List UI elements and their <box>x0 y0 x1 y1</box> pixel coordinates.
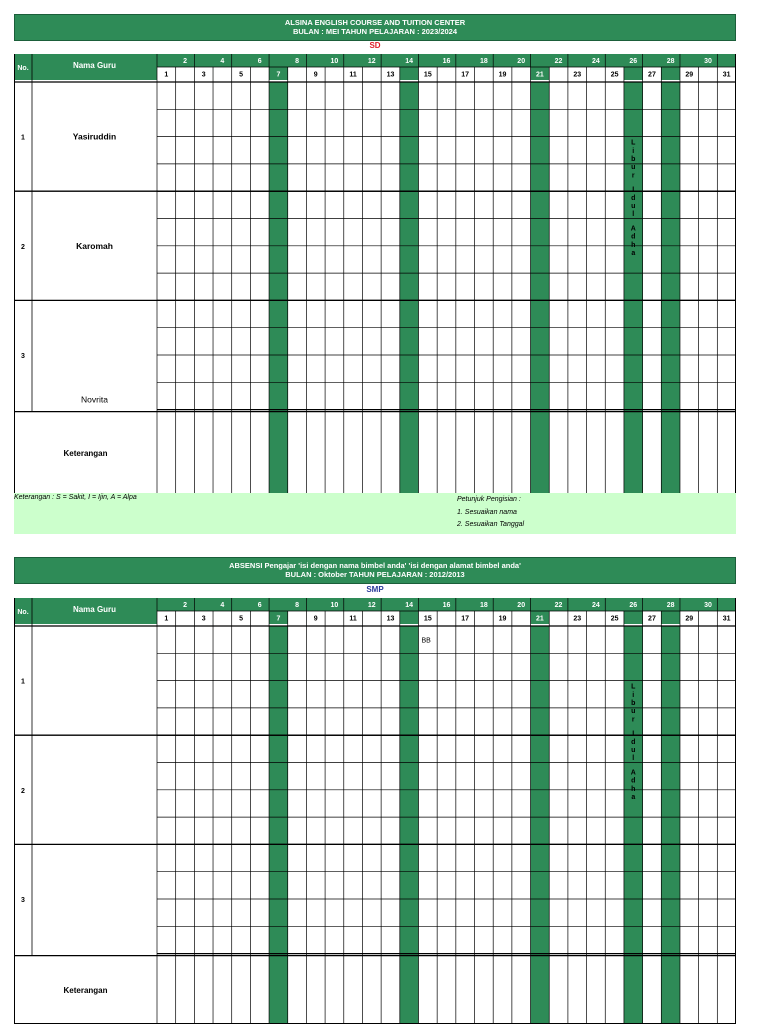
day-number-label: 31 <box>722 615 731 623</box>
day-number-label: 9 <box>313 71 318 79</box>
instruction-item: 1. Sesuaikan nama <box>457 508 517 516</box>
day-number-label: 12 <box>367 58 376 65</box>
day-number-label: 8 <box>295 58 300 65</box>
header-day-cell <box>325 611 344 624</box>
holiday-letter: d <box>631 194 636 202</box>
header-day-cell <box>362 611 381 624</box>
bottom-sheet-level: SMP <box>366 585 384 594</box>
day-number-label: 30 <box>704 602 712 609</box>
holiday-letter: i <box>632 691 635 699</box>
holiday-letter: L <box>631 683 636 691</box>
day-number-label: 17 <box>461 615 470 623</box>
teacher-name-column-header: Nama Guru <box>72 61 117 70</box>
weekend-column <box>269 82 288 494</box>
holiday-letter: i <box>632 147 635 155</box>
top-attendance-grid <box>14 54 736 494</box>
day-number-label: 30 <box>704 58 712 65</box>
bottom-sheet-banner <box>14 557 736 584</box>
top-sheet-period: BULAN : MEI TAHUN PELAJARAN : 2023/2024 <box>292 27 458 36</box>
holiday-letter: a <box>631 250 636 257</box>
holiday-letter: h <box>631 241 636 249</box>
holiday-letter: l <box>632 755 635 763</box>
day-number-label: 3 <box>201 71 206 79</box>
weekend-column <box>400 82 419 494</box>
header-day-cell <box>512 611 531 624</box>
holiday-letter: u <box>631 164 636 172</box>
day-number-label: 21 <box>535 615 544 623</box>
header-day-cell <box>475 611 494 624</box>
day-number-label: 3 <box>201 615 206 623</box>
header-day-cell <box>437 611 456 624</box>
header-day-cell <box>661 67 680 80</box>
day-number-label: 11 <box>349 71 357 79</box>
header-day-cell <box>699 67 718 80</box>
day-number-label: 7 <box>276 71 281 79</box>
keterangan-label: Keterangan <box>63 985 108 995</box>
teacher-number: 3 <box>21 353 25 360</box>
day-number-label: 13 <box>386 71 395 79</box>
day-number-label: 23 <box>573 71 582 79</box>
weekend-column <box>531 82 550 494</box>
day-number-label: 13 <box>386 615 395 623</box>
day-number-label: 15 <box>423 615 432 623</box>
attendance-mark: BB <box>421 637 431 645</box>
top-attendance-grid-svg <box>14 54 736 494</box>
header-day-cell <box>624 67 643 80</box>
no-column-header: No. <box>17 65 29 72</box>
day-number-label: 18 <box>479 602 488 609</box>
day-number-label: 2 <box>183 58 187 65</box>
top-sheet-banner <box>14 14 736 41</box>
day-number-label: 26 <box>629 58 638 65</box>
no-column-header: No. <box>17 609 29 616</box>
day-number-label: 20 <box>517 58 526 65</box>
teacher-number: 3 <box>21 897 25 904</box>
day-number-label: 27 <box>648 71 656 79</box>
day-number-label: 10 <box>330 58 339 65</box>
header-day-cell <box>400 611 419 624</box>
header-day-cell <box>661 611 680 624</box>
header-day-cell <box>699 611 718 624</box>
teacher-number: 2 <box>21 787 25 795</box>
day-number-label: 28 <box>666 602 675 609</box>
day-number-label: 16 <box>442 602 451 609</box>
day-number-label: 1 <box>164 615 169 623</box>
day-number-label: 1 <box>164 71 169 79</box>
teacher-name: Yasiruddin <box>72 131 117 142</box>
day-number-label: 7 <box>276 615 281 623</box>
instruction-item: 2. Sesuaikan Tanggal <box>457 521 525 528</box>
day-number-label: 19 <box>498 71 507 79</box>
header-day-cell <box>549 611 568 624</box>
day-number-label: 24 <box>592 602 600 609</box>
bottom-attendance-grid-svg <box>14 598 736 1024</box>
day-number-label: 4 <box>220 58 225 65</box>
teacher-name: Karomah <box>76 240 113 251</box>
header-day-cell <box>213 611 232 624</box>
keterangan-label: Keterangan <box>63 448 108 458</box>
day-number-label: 15 <box>423 71 432 79</box>
day-number-label: 14 <box>405 58 414 65</box>
day-number-label: 21 <box>535 71 544 79</box>
top-sheet-title: ALSINA ENGLISH COURSE AND TUITION CENTER <box>284 18 466 27</box>
header-day-cell <box>624 611 643 624</box>
weekend-column <box>661 626 680 1024</box>
day-number-label: 11 <box>349 615 357 623</box>
filling-instructions <box>457 494 524 532</box>
day-number-label: 10 <box>330 602 339 609</box>
teacher-number: 1 <box>21 678 25 686</box>
header-day-cell <box>325 67 344 80</box>
day-number-label: 20 <box>517 602 526 609</box>
holiday-letter: d <box>631 233 636 241</box>
holiday-letter: b <box>631 156 636 163</box>
teacher-number: 2 <box>21 243 25 251</box>
header-day-cell <box>362 67 381 80</box>
weekend-column <box>400 626 419 1024</box>
day-number-label: 26 <box>629 602 638 609</box>
day-number-label: 12 <box>367 602 376 609</box>
header-day-cell <box>475 67 494 80</box>
day-number-label: 27 <box>648 615 656 623</box>
day-number-label: 19 <box>498 615 507 623</box>
holiday-letter: I <box>632 186 635 194</box>
teacher-name-column-header: Nama Guru <box>72 605 117 614</box>
day-number-label: 6 <box>257 58 262 65</box>
day-number-label: 2 <box>183 602 187 609</box>
holiday-letter: u <box>631 708 636 716</box>
attendance-legend: Keterangan : S = Sakit, I = Ijin, A = Alpa <box>14 494 137 501</box>
header-day-cell <box>250 67 269 80</box>
day-number-label: 22 <box>554 602 563 609</box>
header-day-cell <box>213 67 232 80</box>
header-day-cell <box>176 611 195 624</box>
weekend-column <box>531 626 550 1024</box>
day-number-label: 31 <box>722 71 731 79</box>
day-number-label: 8 <box>295 602 300 609</box>
holiday-letter: u <box>631 203 636 210</box>
holiday-letter: A <box>630 225 636 233</box>
teacher-name: Novrita <box>81 394 108 405</box>
day-number-label: 29 <box>685 615 694 623</box>
header-day-cell <box>288 611 307 624</box>
instructions-title: Petunjuk Pengisian : <box>457 496 521 503</box>
holiday-letter: u <box>631 747 636 754</box>
holiday-letter: r <box>631 716 635 724</box>
day-number-label: 16 <box>442 58 451 65</box>
holiday-letter: A <box>630 769 636 777</box>
weekend-column <box>269 626 288 1024</box>
header-day-cell <box>250 611 269 624</box>
day-number-label: 5 <box>239 615 244 623</box>
weekend-column <box>661 82 680 494</box>
header-day-cell <box>176 67 195 80</box>
holiday-letter: h <box>631 785 636 793</box>
day-number-label: 6 <box>257 602 262 609</box>
holiday-letter: b <box>631 700 636 707</box>
footnote-bar <box>14 493 736 534</box>
holiday-letter: l <box>632 211 635 219</box>
header-day-cell <box>587 611 606 624</box>
header-day-cell <box>549 67 568 80</box>
day-number-label: 14 <box>405 602 414 609</box>
header-day-cell <box>512 67 531 80</box>
header-day-cell <box>437 67 456 80</box>
day-number-label: 18 <box>479 58 488 65</box>
header-day-cell <box>400 67 419 80</box>
header-day-cell <box>288 67 307 80</box>
day-number-label: 9 <box>313 615 318 623</box>
holiday-letter: d <box>631 738 636 746</box>
day-number-label: 4 <box>220 602 225 609</box>
day-number-label: 17 <box>461 71 470 79</box>
bottom-sheet-period: BULAN : Oktober TAHUN PELAJARAN : 2012/2013 <box>285 570 465 579</box>
holiday-letter: L <box>631 139 636 147</box>
day-number-label: 23 <box>573 615 582 623</box>
top-sheet-level: SD <box>369 41 381 50</box>
holiday-letter: d <box>631 777 636 785</box>
day-number-label: 28 <box>666 58 675 65</box>
bottom-sheet-title: ABSENSI Pengajar 'isi dengan nama bimbel anda' 'isi dengan alamat bimbel anda' <box>229 561 521 570</box>
day-number-label: 24 <box>592 58 600 65</box>
holiday-letter: r <box>631 172 635 180</box>
holiday-letter: I <box>632 730 635 738</box>
holiday-letter: a <box>631 794 636 801</box>
day-number-label: 5 <box>239 71 244 79</box>
day-number-label: 22 <box>554 58 563 65</box>
teacher-number: 1 <box>21 134 25 142</box>
day-number-label: 25 <box>610 615 619 623</box>
day-number-label: 29 <box>685 71 694 79</box>
bottom-attendance-grid <box>14 598 736 1024</box>
day-number-label: 25 <box>610 71 619 79</box>
header-day-cell <box>587 67 606 80</box>
